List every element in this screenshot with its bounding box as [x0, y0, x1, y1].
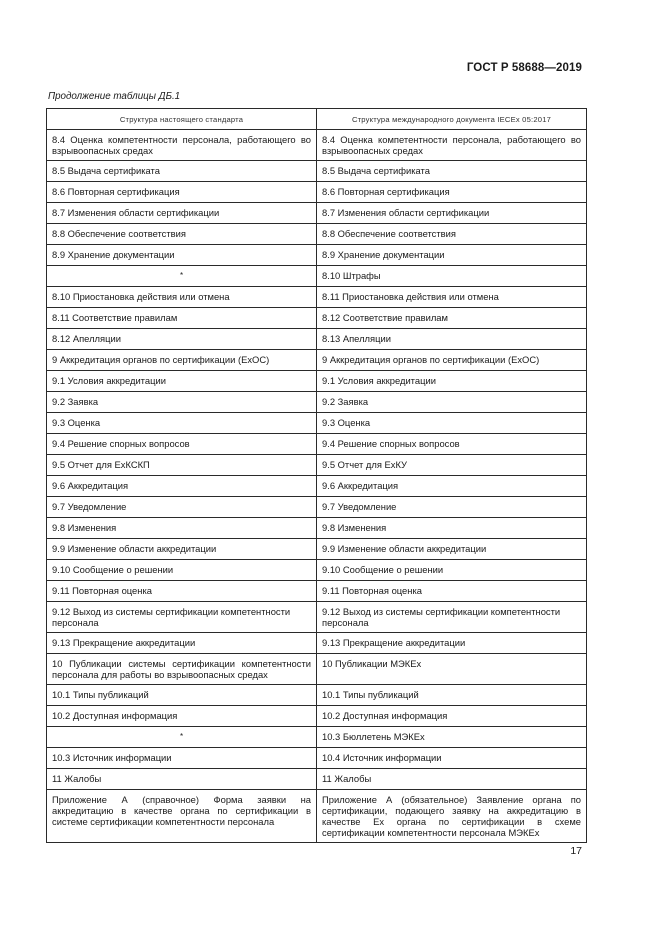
table-header-row [47, 109, 587, 130]
cell-national-structure: 9.8 Изменения [47, 518, 317, 539]
cell-national-structure: * [47, 266, 317, 287]
table-row [47, 654, 587, 685]
table-row [47, 413, 587, 434]
cell-national-structure: 11 Жалобы [47, 769, 317, 790]
table-row [47, 455, 587, 476]
cell-international-structure: 9.2 Заявка [317, 392, 587, 413]
cell-national-structure: 8.4 Оценка компетентности персонала, работающего во взрывоопасных средах [47, 130, 317, 161]
cell-national-structure: 9.6 Аккредитация [47, 476, 317, 497]
table-row [47, 308, 587, 329]
cell-international-structure: 8.13 Апелляции [317, 329, 587, 350]
table-row [47, 203, 587, 224]
cell-international-structure: 8.12 Соответствие правилам [317, 308, 587, 329]
cell-international-structure: 9.13 Прекращение аккредитации [317, 633, 587, 654]
table-row [47, 706, 587, 727]
table-row [47, 727, 587, 748]
table-row [47, 329, 587, 350]
cell-international-structure: 8.6 Повторная сертификация [317, 182, 587, 203]
cell-international-structure: 9.12 Выход из системы сертификации компетентности персонала [317, 602, 587, 633]
cell-national-structure: 8.12 Апелляции [47, 329, 317, 350]
cell-international-structure: 10.2 Доступная информация [317, 706, 587, 727]
cell-national-structure: 9.7 Уведомление [47, 497, 317, 518]
cell-national-structure: 10.3 Источник информации [47, 748, 317, 769]
cell-international-structure: 8.4 Оценка компетентности персонала, работающего во взрывоопасных средах [317, 130, 587, 161]
table-row [47, 633, 587, 654]
cell-international-structure: 9.9 Изменение области аккредитации [317, 539, 587, 560]
table-row [47, 182, 587, 203]
cell-international-structure: 9 Аккредитация органов по сертификации (ExOC) [317, 350, 587, 371]
cell-international-structure: 8.8 Обеспечение соответствия [317, 224, 587, 245]
cell-national-structure: 9.3 Оценка [47, 413, 317, 434]
cell-international-structure: 8.7 Изменения области сертификации [317, 203, 587, 224]
cell-international-structure: Приложение А (обязательное) Заявление органа по сертификации, подающего заявку на аккредитацию в качестве Ex органа по сертификации в схеме сертификации компетентности персонала МЭКЕх [317, 790, 587, 843]
cell-international-structure: 10.3 Бюллетень МЭКЕх [317, 727, 587, 748]
table-body [47, 130, 587, 843]
table-row [47, 224, 587, 245]
table-row [47, 769, 587, 790]
cell-national-structure: 10 Публикации системы сертификации компетентности персонала для работы во взрывоопасных средах [47, 654, 317, 685]
cell-national-structure: 9.4 Решение спорных вопросов [47, 434, 317, 455]
table-row [47, 350, 587, 371]
cell-international-structure: 9.6 Аккредитация [317, 476, 587, 497]
table-row [47, 392, 587, 413]
cell-international-structure: 10.1 Типы публикаций [317, 685, 587, 706]
table-row [47, 161, 587, 182]
cell-national-structure: 10.2 Доступная информация [47, 706, 317, 727]
table-row [47, 287, 587, 308]
cell-international-structure: 9.8 Изменения [317, 518, 587, 539]
table-row [47, 371, 587, 392]
document-code: ГОСТ Р 58688—2019 [466, 62, 582, 74]
table-caption: Продолжение таблицы ДБ.1 [48, 91, 181, 102]
cell-national-structure: 9.13 Прекращение аккредитации [47, 633, 317, 654]
cell-international-structure: 9.11 Повторная оценка [317, 581, 587, 602]
column-header-international: Структура международного документа IECEx 05:2017 [317, 109, 587, 130]
table-row [47, 266, 587, 287]
cell-national-structure: Приложение А (справочное) Форма заявки на аккредитацию в качестве органа по сертификации в системе сертификации компетентности персонала [47, 790, 317, 843]
cell-international-structure: 8.9 Хранение документации [317, 245, 587, 266]
cell-international-structure: 8.11 Приостановка действия или отмена [317, 287, 587, 308]
table-row [47, 685, 587, 706]
table-row [47, 790, 587, 843]
cell-international-structure: 9.1 Условия аккредитации [317, 371, 587, 392]
column-header-national: Структура настоящего стандарта [47, 109, 317, 130]
cell-national-structure: 9.11 Повторная оценка [47, 581, 317, 602]
page-number: 17 [570, 845, 582, 857]
cell-international-structure: 9.7 Уведомление [317, 497, 587, 518]
table-row [47, 748, 587, 769]
cell-national-structure: * [47, 727, 317, 748]
cell-international-structure: 8.10 Штрафы [317, 266, 587, 287]
cell-national-structure: 8.11 Соответствие правилам [47, 308, 317, 329]
cell-national-structure: 9.2 Заявка [47, 392, 317, 413]
table-row [47, 560, 587, 581]
table-row [47, 539, 587, 560]
table-row [47, 602, 587, 633]
table-row [47, 245, 587, 266]
cell-international-structure: 10.4 Источник информации [317, 748, 587, 769]
table-row [47, 434, 587, 455]
cell-national-structure: 10.1 Типы публикаций [47, 685, 317, 706]
cell-international-structure: 9.3 Оценка [317, 413, 587, 434]
cell-national-structure: 9.1 Условия аккредитации [47, 371, 317, 392]
cell-national-structure: 9.10 Сообщение о решении [47, 560, 317, 581]
cell-national-structure: 8.10 Приостановка действия или отмена [47, 287, 317, 308]
table-row [47, 476, 587, 497]
cell-international-structure: 10 Публикации МЭКЕх [317, 654, 587, 685]
cell-national-structure: 8.9 Хранение документации [47, 245, 317, 266]
table-row [47, 130, 587, 161]
cell-international-structure: 9.5 Отчет для ExКУ [317, 455, 587, 476]
cell-international-structure: 11 Жалобы [317, 769, 587, 790]
table-row [47, 581, 587, 602]
cell-national-structure: 9.12 Выход из системы сертификации компетентности персонала [47, 602, 317, 633]
cell-national-structure: 9.9 Изменение области аккредитации [47, 539, 317, 560]
cell-national-structure: 9.5 Отчет для ExКСКП [47, 455, 317, 476]
cell-international-structure: 9.10 Сообщение о решении [317, 560, 587, 581]
cell-national-structure: 9 Аккредитация органов по сертификации (ExOC) [47, 350, 317, 371]
cell-national-structure: 8.6 Повторная сертификация [47, 182, 317, 203]
cell-national-structure: 8.5 Выдача сертификата [47, 161, 317, 182]
cell-international-structure: 8.5 Выдача сертификата [317, 161, 587, 182]
table-row [47, 497, 587, 518]
comparison-table [46, 108, 587, 843]
cell-national-structure: 8.8 Обеспечение соответствия [47, 224, 317, 245]
cell-international-structure: 9.4 Решение спорных вопросов [317, 434, 587, 455]
table-row [47, 518, 587, 539]
cell-national-structure: 8.7 Изменения области сертификации [47, 203, 317, 224]
